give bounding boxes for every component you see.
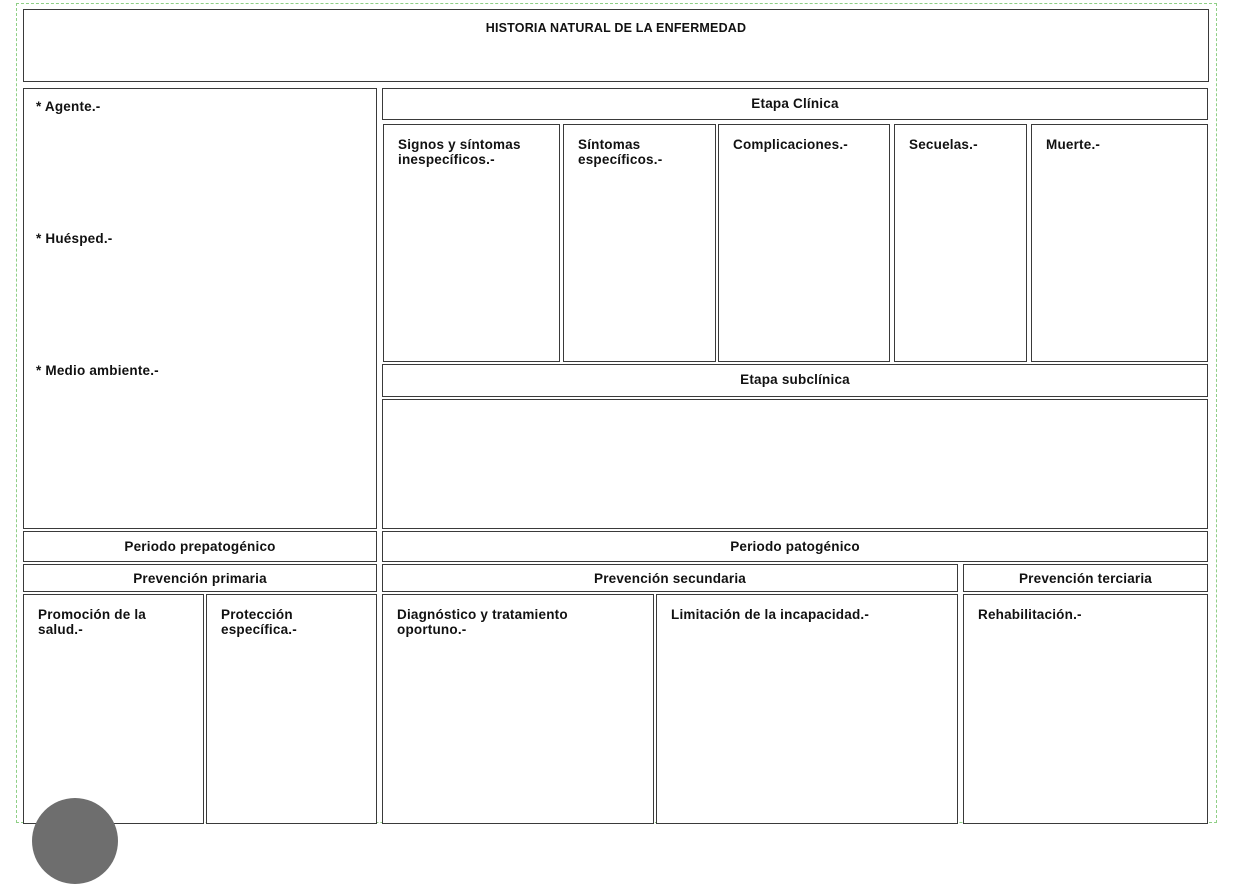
limitacion-label: Limitación de la incapacidad.- — [671, 607, 870, 622]
prevencion-secundaria-label: Prevención secundaria — [593, 571, 746, 586]
complicaciones-label: Complicaciones.- — [733, 137, 848, 152]
etapa-subclinica-label: Etapa subclínica — [740, 372, 850, 387]
page-title: HISTORIA NATURAL DE LA ENFERMEDAD — [485, 21, 747, 35]
clinical-column-muerte — [1031, 124, 1208, 362]
clinical-column-secuelas — [894, 124, 1027, 362]
periodo-patogenico-label: Periodo patogénico — [730, 539, 860, 554]
medio-ambiente-label: * Medio ambiente.- — [36, 363, 159, 378]
periodo-patogenico-header — [382, 531, 1208, 562]
diagnostico-label: Diagnóstico y tratamiento oportuno.- — [397, 607, 568, 637]
periodo-prepatogenico-header — [23, 531, 377, 562]
rehabilitacion-cell — [963, 594, 1208, 824]
clinical-column-signos — [383, 124, 560, 362]
rehabilitacion-label: Rehabilitación.- — [978, 607, 1082, 622]
secuelas-label: Secuelas.- — [909, 137, 978, 152]
promocion-label: Promoción de la salud.- — [38, 607, 147, 637]
huesped-label: * Huésped.- — [36, 231, 113, 246]
avatar-circle — [32, 798, 118, 884]
signos-label: Signos y síntomas inespecíficos.- — [398, 137, 521, 167]
risk-factors-panel — [23, 88, 377, 529]
periodo-prepatogenico-label: Periodo prepatogénico — [124, 539, 276, 554]
prevencion-terciaria-header — [963, 564, 1208, 592]
clinical-column-sintomas — [563, 124, 716, 362]
agente-label: * Agente.- — [36, 99, 101, 114]
muerte-label: Muerte.- — [1046, 137, 1101, 152]
etapa-clinica-label: Etapa Clínica — [751, 96, 839, 111]
clinical-column-complicaciones — [718, 124, 890, 362]
diagnostico-cell — [382, 594, 654, 824]
proteccion-cell — [206, 594, 377, 824]
proteccion-label: Protección específica.- — [221, 607, 297, 637]
title-box — [23, 9, 1209, 82]
etapa-subclinica-area — [382, 399, 1208, 529]
promocion-cell — [23, 594, 204, 824]
sintomas-label: Síntomas específicos.- — [578, 137, 663, 167]
prevencion-primaria-label: Prevención primaria — [133, 571, 267, 586]
limitacion-cell — [656, 594, 958, 824]
prevencion-secundaria-header — [382, 564, 958, 592]
prevencion-terciaria-label: Prevención terciaria — [1018, 571, 1153, 586]
etapa-subclinica-header — [382, 364, 1208, 397]
prevencion-primaria-header — [23, 564, 377, 592]
etapa-clinica-header — [382, 88, 1208, 120]
